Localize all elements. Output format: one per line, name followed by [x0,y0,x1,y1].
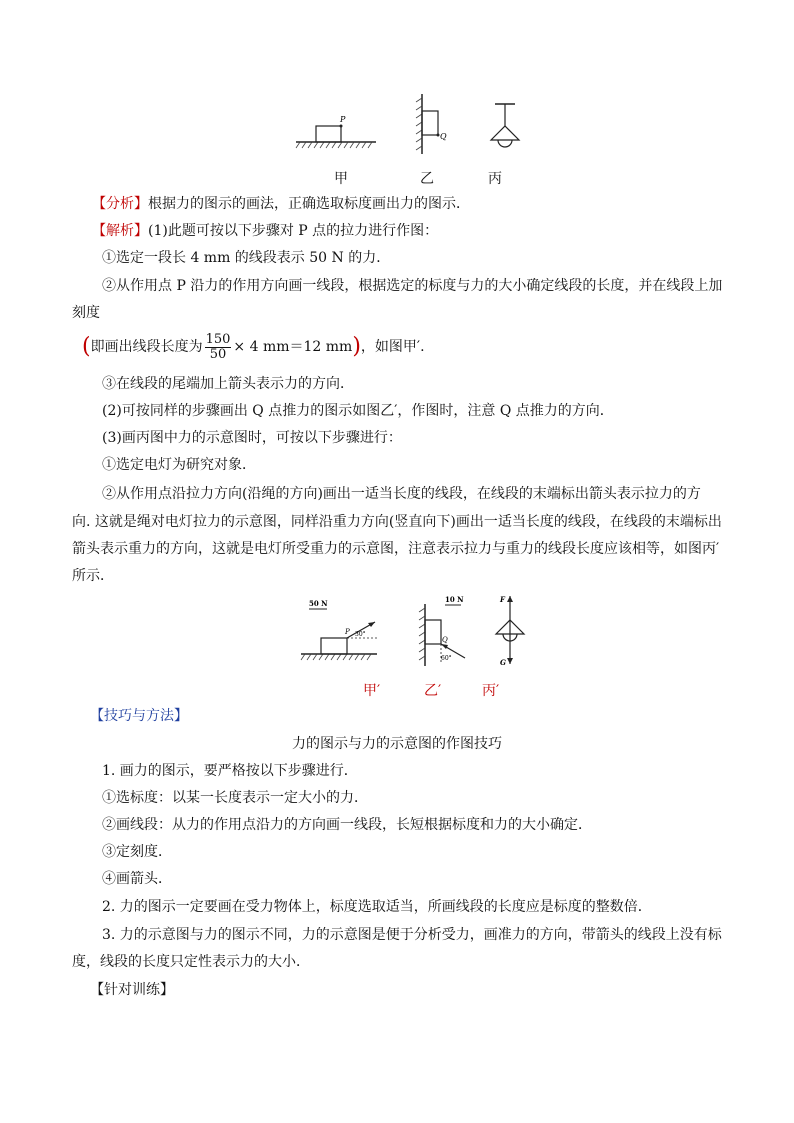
training-tag: 【针对训练】 [90,982,174,998]
solution-part3-step2-line1: ②从作用点沿拉力方向(沿绳的方向)画出一适当长度的线段，在线段的末端标出箭头表示拉力的方 [102,486,701,502]
tips-item3-line2: 度，线段的长度只定性表示力的大小． [72,954,310,970]
scale-10n: 10 N [445,595,464,604]
caption-bing-prime: 丙′ [482,683,500,699]
solution-part2: (2)可按同样的步骤画出 Q 点推力的图示如图乙′，作图时，注意 Q 点推力的方向． [102,403,614,419]
tips-item3-line1: 3. 力的示意图与力的图示不同，力的示意图是便于分析受力，画准力的方向，带箭头的线段上没有标 [102,927,722,943]
solution-step2-line2: 刻度 [72,305,100,321]
caption-jia-prime: 甲′ [363,683,381,699]
tips-item2: 2. 力的图示一定要画在受力物体上，标度选取适当，所画线段的长度应是标度的整数倍． [102,899,652,915]
solution-step2-line1: ②从作用点 P 沿力的作用方向画一线段，根据选定的标度与力的大小确定线段的长度，并在线段上加 [102,278,723,294]
analysis-text: 根据力的图示的画法，正确选取标度画出力的图示． [148,196,470,212]
caption-yi-prime: 乙′ [424,683,442,699]
figure-2 [295,590,545,675]
tips-tag: 【技巧与方法】 [90,708,188,724]
solution-step1: ①选定一段长 4 mm 的线段表示 50 N 的力． [102,250,391,266]
label-q2: Q [442,636,448,644]
label-g: G [500,658,506,667]
label-q: Q [440,132,447,141]
formula-prefix: 即画出线段长度为 [90,339,203,355]
tips-item1c: ③定刻度． [102,844,172,860]
scale-50n: 50 N [309,599,328,608]
angle-30: 30° [355,631,366,638]
caption-yi: 乙 [420,171,434,187]
solution-part3-step2-line3: 箭头表示重力的方向，这就是电灯所受重力的示意图，注意表示拉力与重力的线段长度应该相等，如图丙′ [72,541,720,557]
formula-line: (即画出线段长度为 $\frac{150}{50}$ × 4 mm＝12 mm)，如图甲′. [82,331,425,362]
solution-intro-line [92,221,438,241]
label-p2: P [345,628,350,636]
tips-item1d: ④画箭头． [102,871,172,887]
solution-part3: (3)画丙图中力的示意图时，可按以下步骤进行： [102,430,402,446]
solution-part3-step2-line4: 所示． [72,568,114,584]
solution-part3-step1: ①选定电灯为研究对象． [102,457,256,473]
tips-item1b: ②画线段：从力的作用点沿力的方向画一线段，长短根据标度和力的大小确定． [102,817,592,833]
tips-title: 力的图示与力的示意图的作图技巧 [292,736,502,752]
formula-suffix: × 4 mm＝12 mm [233,339,353,355]
label-f: F [500,595,505,604]
solution-part3-step2-line2: 向. 这就是绳对电灯拉力的示意图，同样沿重力方向(竖直向下)画出一适当长度的线段，在线段的末端标出 [72,514,722,530]
formula-tail: ，如图甲′. [360,339,425,355]
solution-intro: (1)此题可按以下步骤对 P 点的拉力进行作图： [148,223,439,239]
tips-item1: 1. 画力的图示，要严格按以下步骤进行． [102,763,358,779]
caption-jia: 甲 [334,171,348,187]
formula-fraction: $\frac{150}{50}$ [205,331,231,362]
label-p: P [340,115,346,124]
angle-60: 60° [441,655,452,662]
solution-step3: ③在线段的尾端加上箭头表示力的方向． [102,376,354,392]
figure-1 [290,92,540,162]
tips-item1a: ①选标度：以某一长度表示一定大小的力． [102,790,368,806]
analysis-line [92,194,470,214]
solution-tag: 【解析】 [92,223,148,239]
analysis-tag: 【分析】 [92,196,148,212]
caption-bing: 丙 [488,171,502,187]
